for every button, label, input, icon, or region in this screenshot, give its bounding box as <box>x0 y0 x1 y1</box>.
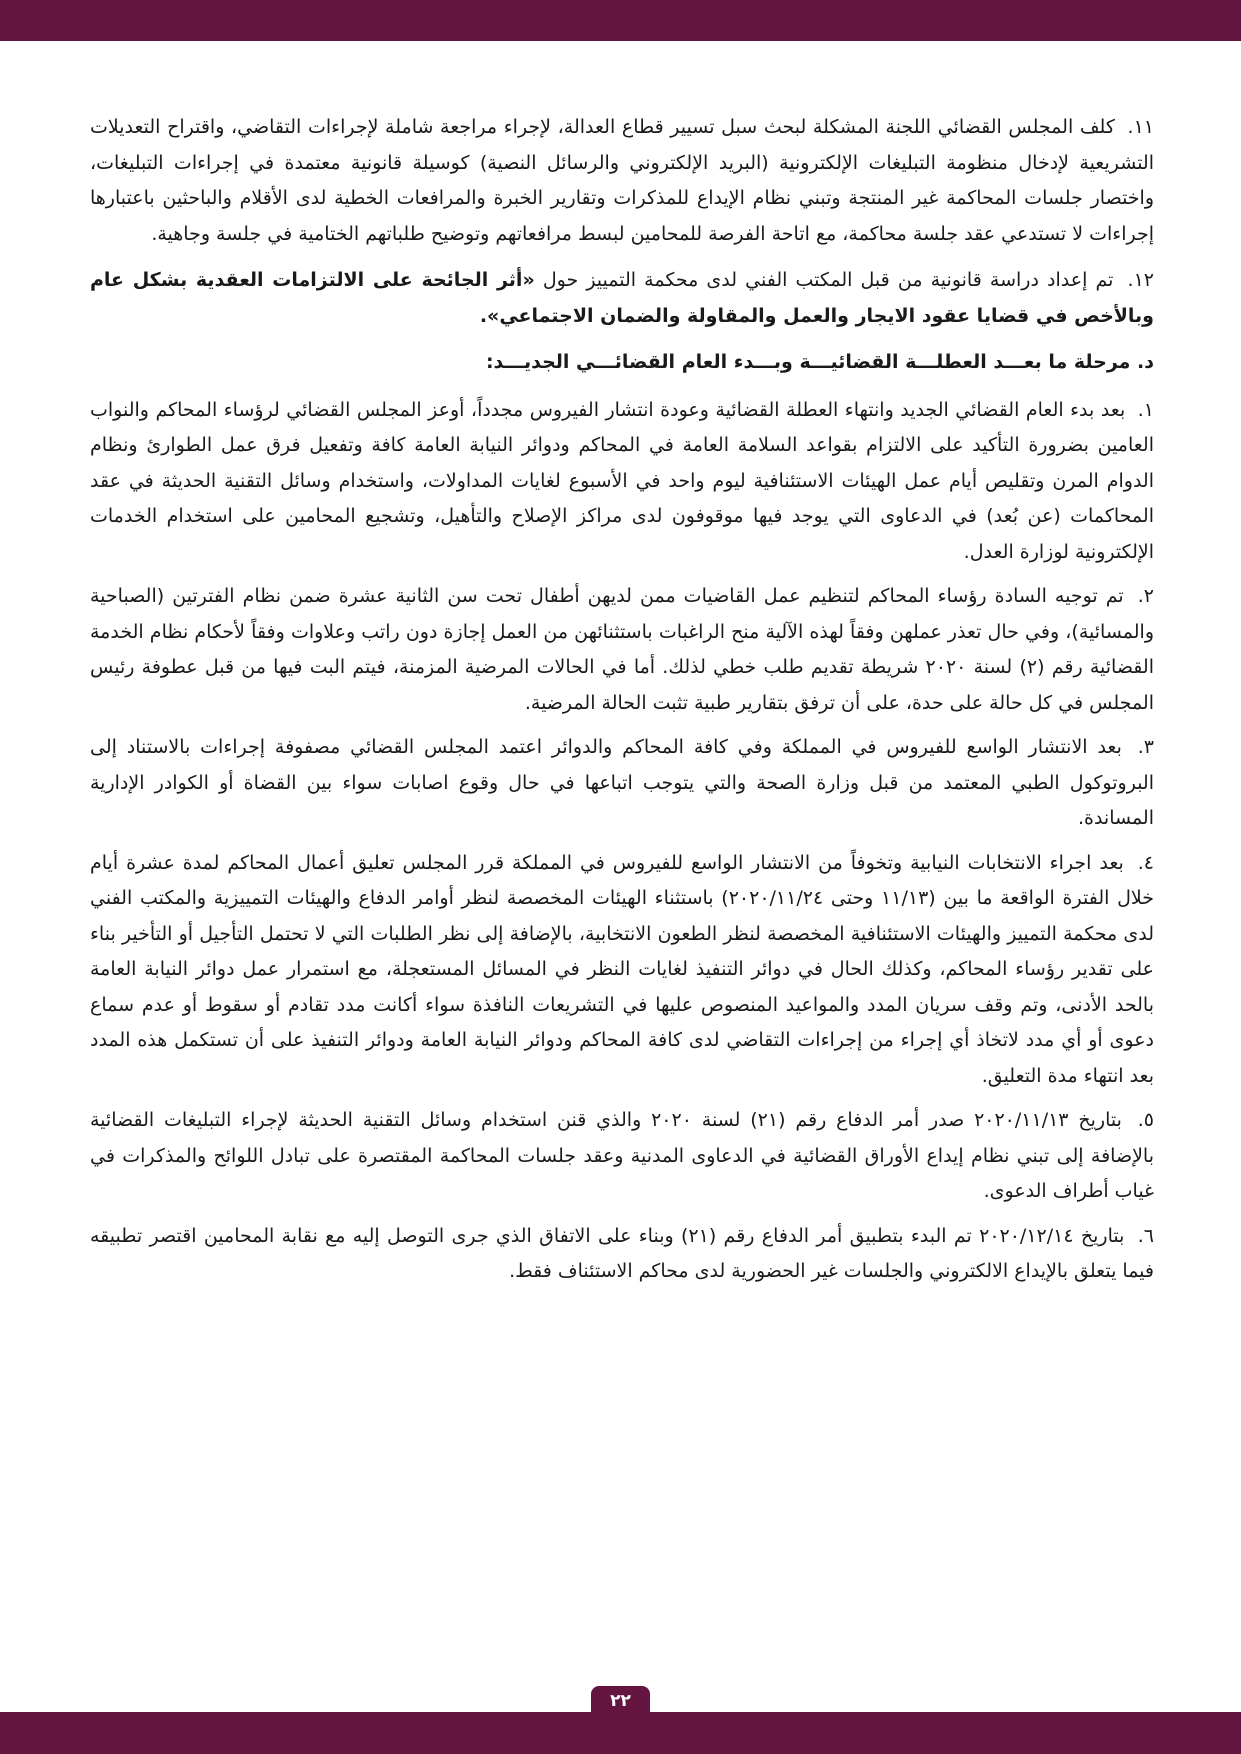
item-number: ٥. <box>1137 1109 1154 1131</box>
paragraph-text: كلف المجلس القضائي اللجنة المشكلة لبحث سبل تسيير قطاع العدالة، لإجراء مراجعة شاملة لإجراءات التقاضي، واقتراح التعديلات التشريعية لإدخال منظومة التبليغات الإلكترونية (البريد الإلكتروني والرسائل النصية) كوسيلة قانونية معتمدة في إجراءات التبليغات، واختصار جلسات المحاكمة غير المنتجة وتبني نظام الإيداع للمذكرات وتقارير الخبرة والمرافعات الخطية لدى الأقلام والباحثين باعتبارها إجراءات لا تستدعي عقد جلسة محاكمة، مع اتاحة الفرصة للمحامين لبسط مرافعاتهم وتوضيح طلباتهم الختامية في جلسة وجاهية. <box>90 116 1154 245</box>
item-number: ١. <box>1137 398 1155 421</box>
paragraph-number: ١٢. <box>1127 269 1155 291</box>
paragraph-text: تم إعداد دراسة قانونية من قبل المكتب الفني لدى محكمة التمييز حول <box>542 269 1114 291</box>
item-number: ٤. <box>1137 851 1154 874</box>
section-item-1 <box>90 393 1154 571</box>
paragraph-12 <box>90 263 1154 334</box>
item-text: بتاريخ ٢٠٢٠/١١/١٣ صدر أمر الدفاع رقم (٢١) لسنة ٢٠٢٠ والذي قنن استخدام وسائل التقنية الحديثة لإجراء التبليغات القضائية بالإضافة إلى تبني نظام إيداع الأوراق القضائية في الدعاوى المدنية وعقد جلسات المحاكمة المقتصرة على تبادل اللوائح والمذكرات في غياب أطراف الدعوى. <box>90 1109 1154 1202</box>
section-item-3 <box>90 730 1154 837</box>
section-item-5 <box>90 1103 1154 1210</box>
paragraph-number: ١١. <box>1127 116 1154 138</box>
section-item-4 <box>90 846 1154 1095</box>
section-item-2 <box>90 579 1154 721</box>
item-text: بتاريخ ٢٠٢٠/١٢/١٤ تم البدء بتطبيق أمر الدفاع رقم (٢١) وبناء على الاتفاق الذي جرى التوصل إليه مع نقابة المحامين اقتصر تطبيقه فيما يتعلق بالإيداع الالكتروني والجلسات غير الحضورية لدى محاكم الاستئناف فقط. <box>90 1224 1154 1282</box>
paragraph-11 <box>90 110 1154 252</box>
item-number: ٢. <box>1137 585 1154 607</box>
item-text: تم توجيه السادة رؤساء المحاكم لتنظيم عمل القاضيات ممن لديهن أطفال تحت سن الثانية عشرة ضمن نظام الفترتين (الصباحية والمسائية)، وفي حال تعذر عملهن وفقاً لهذه الآلية منح الراغبات باستثنائهن من العمل إجازة دون راتب وعلاوات وفقاً لأحكام نظام الخدمة القضائية رقم (٢) لسنة ٢٠٢٠ شريطة تقديم طلب خطي لذلك. أما في الحالات المرضية المزمنة، فيتم البت فيها من قبل عطوفة رئيس المجلس في كل حالة على حدة، على أن ترفق بتقارير طبية تثبت الحالة المرضية. <box>90 585 1154 714</box>
header-band <box>0 0 1241 41</box>
item-text: بعد الانتشار الواسع للفيروس في المملكة وفي كافة المحاكم والدوائر اعتمد المجلس القضائي مصفوفة إجراءات بالاستناد إلى البروتوكول الطبي المعتمد من قبل وزارة الصحة والتي يتوجب اتباعها في حال وقوع اصابات سواء بين القضاة أو الكوادر الإدارية المساندة. <box>90 736 1154 829</box>
section-heading: د. مرحلة ما بعـــد العطلـــة القضائيـــة وبـــدء العام القضائـــي الجديـــد: <box>485 351 1154 373</box>
item-text: بعد اجراء الانتخابات النيابية وتخوفاً من الانتشار الواسع للفيروس في المملكة قرر المجلس تعليق أعمال المحاكم لمدة عشرة أيام خلال الفترة الواقعة ما بين (١١/١٣ وحتى ٢٠٢٠/١١/٢٤) باستثناء الهيئات المخصصة لنظر أوامر الدفاع والهيئات التمييزية والمكتب الفني لدى محكمة التمييز والهيئات الاستئنافية المخصصة لنظر الطعون الانتخابية، بالإضافة إلى نظر الطلبات التي لا تحتمل التأجيل أو التأخير بناء على تقدير رؤساء المحاكم، وكذلك الحال في دوائر التنفيذ لغايات النظر في المسائل المستعجلة، مع استمرار عمل دوائر النيابة العامة بالحد الأدنى، وتم وقف سريان المدد والمواعيد المنصوص عليها في التشريعات النافذة سواء أكانت مدد تقادم أو سقوط أو عدم سماع دعوى أو أي مدد لاتخاذ أي إجراء من إجراءات التقاضي لدى كافة المحاكم ودوائر النيابة العامة ودوائر التنفيذ على أن تستكمل هذه المدد بعد انتهاء مدة التعليق. <box>90 851 1154 1087</box>
study-title: «أثر الجائحة على الالتزامات العقدية بشكل عام وبالأخص في قضايا عقود الايجار والعمل والمقاولة والضمان الاجتماعي». <box>90 269 1154 327</box>
page-body <box>90 110 1154 1299</box>
footer-band <box>0 1712 1241 1754</box>
section-item-6 <box>90 1219 1154 1290</box>
item-text: بعد بدء العام القضائي الجديد وانتهاء العطلة القضائية وعودة انتشار الفيروس مجدداً، أوعز المجلس القضائي لرؤساء المحاكم والنواب العامين بضرورة التأكيد على الالتزام بقواعد السلامة العامة في المحاكم ودوائر النيابة العامة كافة وتفعيل فرق عمل الطوارئ ونظام الدوام المرن وتقليص أيام عمل الهيئات الاستئنافية ليوم واحد في الأسبوع لغايات المداولات، واستخدام وسائل التقنية الحديثة في عقد المحاكمات (عن بُعد) في الدعاوى التي يوجد فيها موقوفون لدى مراكز الإصلاح والتأهيل، وتشجيع المحامين على استخدام الخدمات الإلكترونية لوزارة العدل. <box>90 398 1154 563</box>
page-number: ٢٢ <box>591 1686 650 1716</box>
item-number: ٦. <box>1137 1224 1155 1247</box>
item-number: ٣. <box>1137 736 1154 758</box>
